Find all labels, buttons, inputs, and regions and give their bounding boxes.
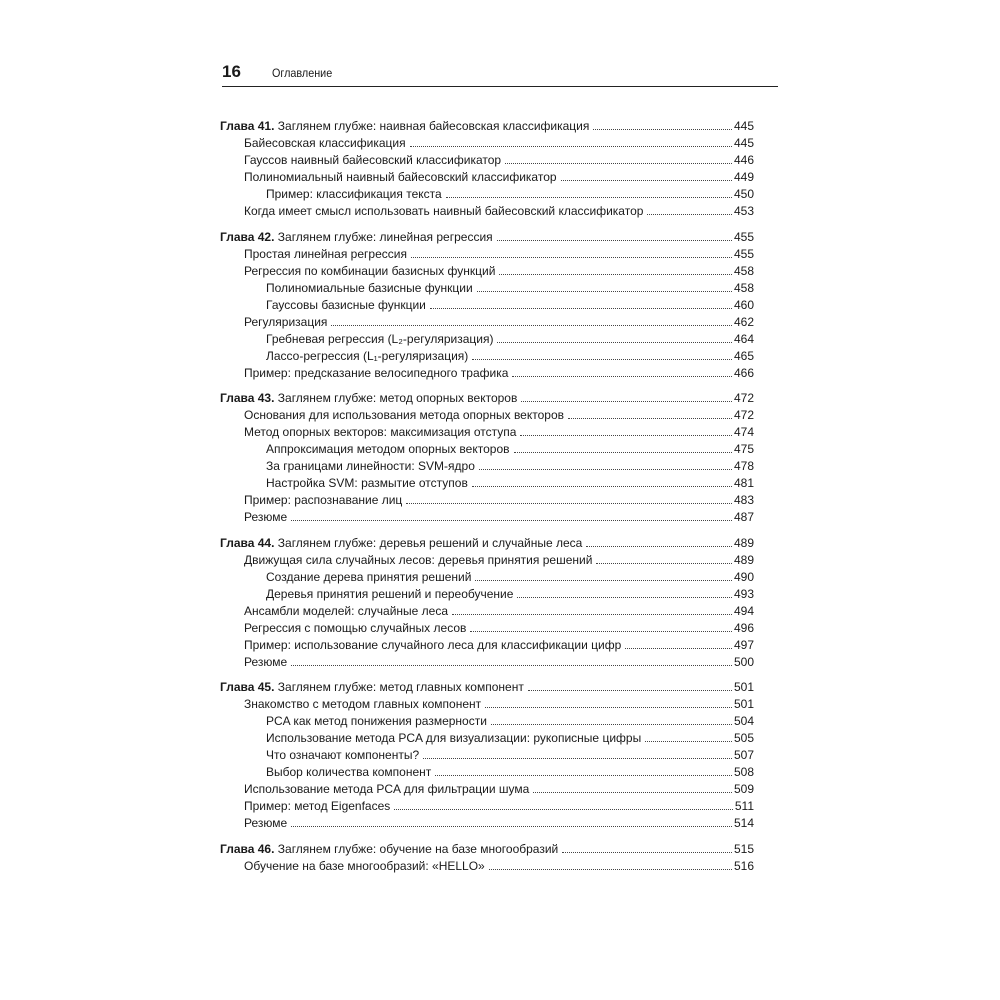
toc-leader-dots [593, 128, 732, 130]
toc-section-entry [220, 424, 754, 441]
toc-section-entry [220, 798, 754, 815]
toc-leader-dots [533, 791, 732, 793]
toc-page-number: 445 [733, 136, 754, 150]
toc-chapter-label [220, 229, 495, 246]
toc-leader-dots [512, 375, 732, 377]
toc-chapter [220, 390, 754, 526]
toc-subsection-entry [220, 441, 754, 458]
toc-entry-title: Пример: использование случайного леса для классификации цифр [244, 637, 622, 652]
toc-entry-title: Основания для использования метода опорных векторов [244, 408, 564, 422]
toc-chapter-entry [220, 118, 754, 135]
toc-entry-title: Гауссовы базисные функции [266, 297, 426, 312]
toc-page-number: 501 [733, 680, 754, 694]
toc-chapter-entry [220, 229, 754, 246]
toc-chapter [220, 841, 754, 875]
toc-section-entry [220, 407, 754, 424]
toc-page-number: 507 [733, 748, 754, 762]
toc-subsection-entry [220, 569, 754, 586]
toc-leader-dots [562, 851, 732, 853]
toc-page-number: 489 [733, 535, 754, 550]
toc-section-entry [220, 169, 754, 186]
toc-section-entry [220, 815, 754, 832]
toc-page-number: 455 [733, 246, 754, 261]
toc-page-number: 515 [733, 841, 754, 856]
toc-entry-title: Пример: распознавание лиц [244, 493, 403, 507]
toc-chapter-title: Заглянем глубже: наивная байесовская классификация [277, 119, 590, 133]
toc-page-number: 514 [733, 816, 754, 830]
toc-leader-dots [497, 239, 732, 241]
toc-chapter-number: Глава 46. [220, 841, 275, 856]
toc-page-number: 481 [733, 476, 754, 490]
toc-subsection-entry [220, 586, 754, 603]
toc-page-number: 478 [733, 459, 754, 473]
toc-leader-dots [479, 468, 732, 470]
running-head: Оглавление [272, 66, 333, 80]
toc-section-entry [220, 314, 754, 331]
toc-entry-title: Пример: метод Eigenfaces [244, 799, 391, 813]
toc-chapter-number: Глава 43. [220, 391, 275, 405]
toc-chapter-label [220, 535, 584, 552]
toc-chapter-label [220, 390, 519, 407]
toc-entry-title: Выбор количества компонент [266, 765, 432, 779]
toc-section-entry [220, 858, 754, 875]
toc-leader-dots [477, 290, 732, 292]
page-header [222, 62, 778, 88]
toc-entry-title: Аппроксимация методом опорных векторов [266, 442, 510, 456]
toc-section-entry [220, 135, 754, 152]
toc-subsection-entry [220, 475, 754, 492]
toc-leader-dots [645, 740, 732, 742]
toc-leader-dots [491, 723, 732, 725]
toc-subsection-entry [220, 186, 754, 203]
toc-entry-title: Резюме [244, 816, 288, 830]
toc-leader-dots [406, 502, 732, 504]
toc-section-entry [220, 696, 754, 713]
toc-page-number: 508 [733, 765, 754, 779]
toc-page-number: 494 [733, 603, 754, 618]
toc-leader-dots [561, 179, 732, 181]
toc-leader-dots [505, 162, 732, 164]
toc-leader-dots [452, 613, 732, 615]
toc-leader-dots [423, 757, 732, 759]
toc-page-number: 458 [733, 280, 754, 295]
toc-entry-title: Движущая сила случайных лесов: деревья принятия решений [244, 552, 593, 567]
toc-entry-title: Создание дерева принятия решений [266, 569, 472, 584]
toc-leader-dots [291, 664, 732, 666]
toc-subsection-entry [220, 764, 754, 781]
toc-entry-title: За границами линейности: SVM-ядро [266, 459, 475, 473]
toc-section-entry [220, 246, 754, 263]
toc-chapter-title: Заглянем глубже: метод главных компонент [277, 680, 524, 694]
toc-chapter-number: Глава 45. [220, 680, 275, 694]
header-rule [222, 86, 778, 87]
toc-leader-dots [394, 808, 733, 810]
toc-leader-dots [472, 485, 732, 487]
toc-leader-dots [568, 417, 732, 419]
toc-entry-title: Полиномиальный наивный байесовский классификатор [244, 170, 557, 184]
toc-entry-title: Простая линейная регрессия [244, 246, 407, 261]
toc-leader-dots [291, 825, 732, 827]
toc-section-entry [220, 152, 754, 169]
toc-page-number: 472 [733, 408, 754, 422]
toc-leader-dots [596, 562, 732, 564]
toc-chapter-title: Заглянем глубже: метод опорных векторов [277, 391, 518, 405]
toc-page-number: 455 [733, 229, 754, 244]
toc-section-entry [220, 781, 754, 798]
toc-section-entry [220, 552, 754, 569]
page-number: 16 [222, 62, 241, 81]
table-of-contents [220, 118, 754, 883]
toc-leader-dots [470, 630, 732, 632]
toc-page-number: 483 [733, 493, 754, 507]
toc-entry-title: Настройка SVM: размытие отступов [266, 476, 468, 490]
toc-page-number: 497 [733, 637, 754, 652]
toc-entry-title: Использование метода PCA для фильтрации шума [244, 782, 530, 796]
toc-page-number: 487 [733, 510, 754, 524]
toc-chapter-label [220, 118, 591, 135]
toc-page-number: 496 [733, 620, 754, 635]
toc-chapter-title: Заглянем глубже: деревья решений и случайные леса [277, 535, 583, 550]
toc-leader-dots [625, 647, 732, 649]
toc-page-number: 465 [733, 348, 754, 363]
toc-subsection-entry [220, 297, 754, 314]
toc-page-number: 509 [733, 782, 754, 796]
toc-section-entry [220, 620, 754, 637]
toc-page-number: 450 [733, 187, 754, 201]
toc-leader-dots [521, 400, 732, 402]
toc-leader-dots [514, 451, 732, 453]
toc-entry-title: Регуляризация [244, 314, 328, 329]
toc-page-number: 505 [733, 731, 754, 745]
toc-entry-title: Что означают компоненты? [266, 748, 420, 762]
toc-chapter-title: Заглянем глубже: обучение на базе многообразий [277, 841, 559, 856]
toc-section-entry [220, 263, 754, 280]
toc-leader-dots [331, 324, 732, 326]
toc-entry-title: Гребневая регрессия (L₂-регуляризация) [266, 331, 494, 346]
toc-chapter [220, 679, 754, 832]
toc-leader-dots [430, 307, 732, 309]
toc-entry-title: Регрессия по комбинации базисных функций [244, 263, 496, 278]
toc-entry-title: Регрессия с помощью случайных лесов [244, 620, 467, 635]
toc-entry-title: Резюме [244, 654, 288, 669]
toc-leader-dots [586, 545, 732, 547]
toc-entry-title: Гауссов наивный байесовский классификатор [244, 153, 502, 167]
toc-leader-dots [497, 341, 731, 343]
toc-leader-dots [435, 774, 732, 776]
toc-chapter-entry [220, 841, 754, 858]
toc-subsection-entry [220, 280, 754, 297]
toc-entry-title: PCA как метод понижения размерности [266, 714, 487, 728]
toc-page-number: 462 [733, 314, 754, 329]
toc-subsection-entry [220, 747, 754, 764]
toc-page-number: 458 [733, 263, 754, 278]
toc-page-number: 449 [733, 170, 754, 184]
toc-page-number: 490 [733, 569, 754, 584]
toc-page-number: 453 [733, 204, 754, 218]
toc-subsection-entry [220, 331, 754, 348]
toc-chapter-title: Заглянем глубже: линейная регрессия [277, 229, 493, 244]
toc-page-number: 500 [733, 654, 754, 669]
toc-leader-dots [291, 519, 732, 521]
toc-leader-dots [647, 213, 732, 215]
toc-page-number: 501 [733, 697, 754, 711]
toc-page-number: 504 [733, 714, 754, 728]
toc-leader-dots [499, 273, 732, 275]
toc-section-entry [220, 637, 754, 654]
toc-section-entry [220, 492, 754, 509]
toc-page-number: 466 [733, 365, 754, 380]
toc-section-entry [220, 654, 754, 671]
toc-subsection-entry [220, 348, 754, 365]
toc-entry-title: Байесовская классификация [244, 136, 406, 150]
toc-leader-dots [472, 358, 732, 360]
toc-chapter-label [220, 841, 560, 858]
toc-leader-dots [520, 434, 732, 436]
toc-leader-dots [410, 145, 732, 147]
toc-entry-title: Резюме [244, 510, 288, 524]
toc-entry-title: Знакомство с методом главных компонент [244, 697, 482, 711]
toc-page-number: 445 [733, 119, 754, 133]
toc-subsection-entry [220, 713, 754, 730]
toc-chapter-number: Глава 44. [220, 535, 275, 550]
toc-subsection-entry [220, 730, 754, 747]
toc-entry-title: Деревья принятия решений и переобучение [266, 586, 514, 601]
toc-leader-dots [528, 689, 732, 691]
toc-page-number: 464 [733, 331, 754, 346]
toc-section-entry [220, 603, 754, 620]
toc-chapter-entry [220, 390, 754, 407]
toc-entry-title: Метод опорных векторов: максимизация отступа [244, 425, 517, 439]
toc-section-entry [220, 203, 754, 220]
toc-entry-title: Использование метода PCA для визуализации: рукописные цифры [266, 731, 642, 745]
toc-chapter [220, 535, 754, 671]
toc-chapter-number: Глава 42. [220, 229, 275, 244]
toc-section-entry [220, 365, 754, 382]
toc-section-entry [220, 509, 754, 526]
toc-page-number: 511 [734, 799, 754, 813]
toc-page-number: 472 [733, 391, 754, 405]
toc-leader-dots [411, 256, 732, 258]
toc-subsection-entry [220, 458, 754, 475]
toc-chapter-entry [220, 679, 754, 696]
toc-entry-title: Когда имеет смысл использовать наивный байесовский классификатор [244, 204, 644, 218]
toc-leader-dots [517, 596, 732, 598]
toc-entry-title: Обучение на базе многообразий: «HELLO» [244, 858, 485, 873]
toc-entry-title: Пример: предсказание велосипедного трафика [244, 365, 509, 380]
toc-page-number: 460 [733, 297, 754, 312]
toc-chapter [220, 118, 754, 220]
toc-leader-dots [446, 196, 732, 198]
toc-page-number: 516 [733, 858, 754, 873]
toc-chapter-number: Глава 41. [220, 119, 275, 133]
toc-entry-title: Лассо-регрессия (L₁-регуляризация) [266, 348, 469, 363]
toc-leader-dots [475, 579, 732, 581]
toc-entry-title: Ансамбли моделей: случайные леса [244, 603, 449, 618]
toc-entry-title: Пример: классификация текста [266, 187, 442, 201]
toc-chapter-entry [220, 535, 754, 552]
toc-leader-dots [485, 706, 732, 708]
toc-entry-title: Полиномиальные базисные функции [266, 280, 473, 295]
toc-page-number: 489 [733, 552, 754, 567]
toc-chapter [220, 229, 754, 382]
toc-page-number: 474 [733, 425, 754, 439]
toc-page-number: 493 [733, 586, 754, 601]
toc-page-number: 446 [733, 153, 754, 167]
toc-chapter-label [220, 679, 526, 696]
toc-leader-dots [489, 868, 732, 870]
toc-page-number: 475 [733, 442, 754, 456]
